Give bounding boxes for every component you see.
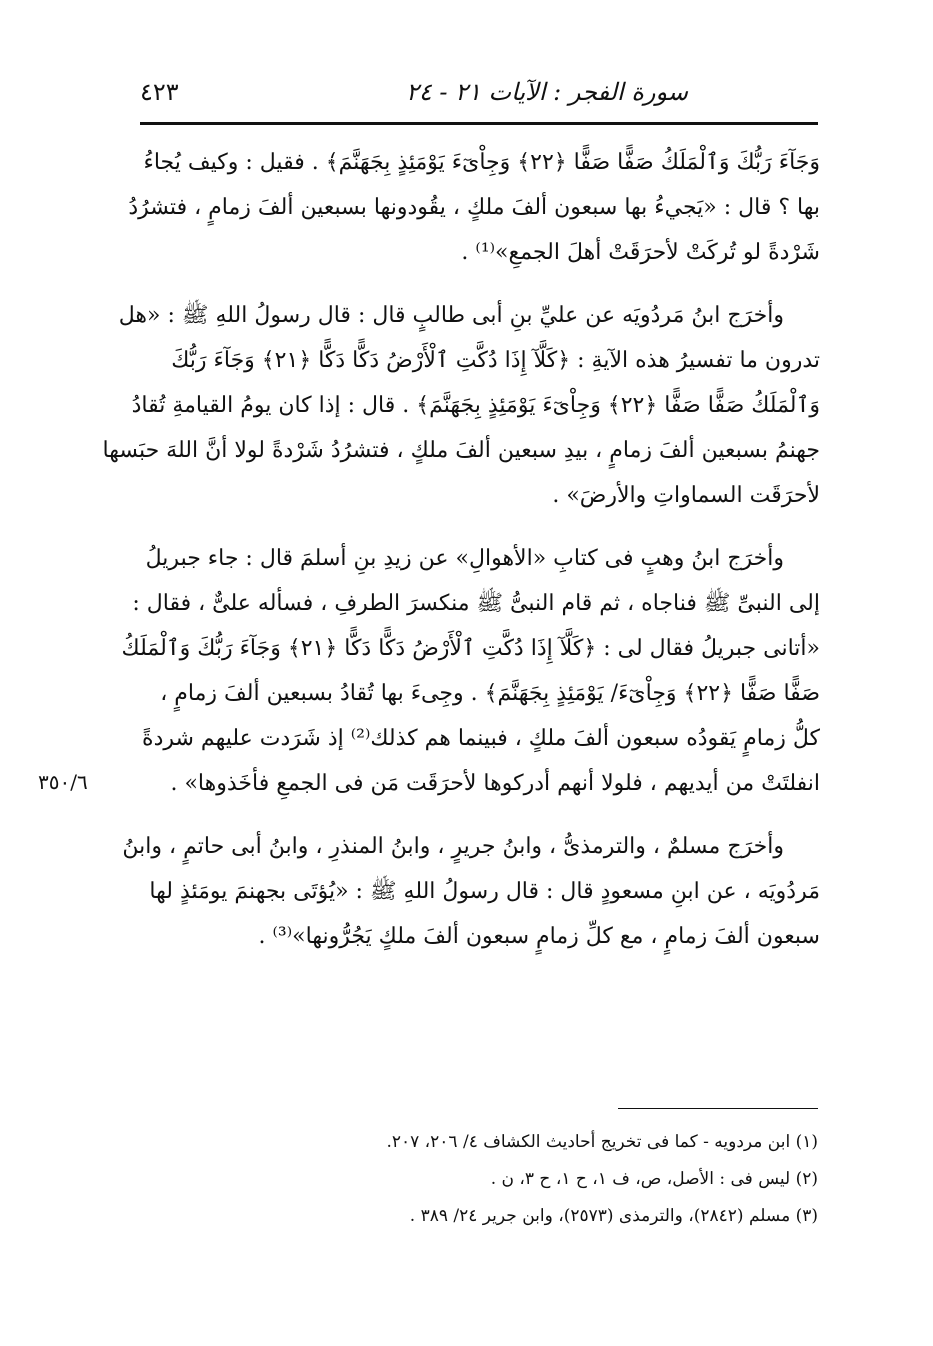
footnote-3: (٣) مسلم (٢٨٤٢)، والترمذى (٢٥٧٣)، وابن جرير ٢٤/ ٣٨٩ . — [409, 1206, 818, 1226]
text-line: تدرون ما تفسيرُ هذه الآيةِ : ﴿كَلَّآ إِذَا دُكَّتِ ٱلْأَرْضُ دَكًّا دَكًّا ﴿٢١﴾ وَجَآءَ رَبُّكَ — [171, 348, 820, 373]
text-line: صَفًّا صَفًّا ﴿٢٢﴾ وَجِاْىٓءَ/ يَوْمَئِذٍ بِجَهَنَّمَ﴾ . وجِىءَ بها تُقادُ بسبعين ألفَ زمامٍ ، — [160, 681, 820, 706]
footnote-1: (١) ابن مردويه - كما فى تخريج أحاديث الكشاف ٤/ ٢٠٦، ٢٠٧. — [386, 1132, 818, 1152]
footnotes — [140, 1124, 818, 1235]
text-line: لأحرَقَت السماواتِ والأرضَ» . — [552, 483, 820, 508]
text-line: انفلتَتْ من أيديهم ، فلولا أنهم أدركوها لأحرَقَت مَن فى الجمعِ فأخَذوها» . — [170, 771, 820, 796]
text-line: وَجَآءَ رَبُّكَ وَٱلْمَلَكُ صَفًّا صَفًّا ﴿٢٢﴾ وَجِاْىٓءَ يَوْمَئِذٍ بِجَهَنَّمَ﴾ . فقيل : وكيف يُجاءُ — [143, 150, 820, 175]
text-line: وأخرَج مسلمٌ ، والترمذىُّ ، وابنُ جريرٍ ، وابنُ المنذرِ ، وابنُ أبى حاتمٍ ، وابنُ — [122, 834, 784, 859]
paragraph-1 — [128, 140, 820, 275]
text-line: وَٱلْمَلَكُ صَفًّا صَفًّا ﴿٢٢﴾ وَجِاْىٓءَ يَوْمَئِذٍ بِجَهَنَّمَ﴾ . قال : إذا كان يومُ القيامةِ تُقادُ — [131, 393, 820, 418]
text-line: إلى النبىِّ ﷺ فناجاه ، ثم قام النبىُّ ﷺ منكسرَ الطرفِ ، فسأله علىٌّ ، فقال : — [132, 591, 820, 616]
footnote-rule — [618, 1108, 818, 1109]
text-line: مَردُويَه ، عن ابنِ مسعودٍ قال : قال رسولُ اللهِ ﷺ : «يُؤتَى بجهنمَ يومَئذٍ لها — [149, 879, 820, 904]
paragraph-2 — [102, 293, 820, 518]
page-header — [140, 78, 818, 118]
text-line: «أتانى جبريلُ فقال لى : ﴿كَلَّآ إِذَا دُكَّتِ ٱلْأَرْضُ دَكًّا دَكًّا ﴿٢١﴾ وَجَآءَ رَبُّكَ وَٱلْمَلَكُ — [121, 636, 820, 661]
header-rule — [140, 122, 818, 125]
text-line: وأخرَج ابنُ مَردُويَه عن عليِّ بنِ أبى طالبٍ قال : قال رسولُ اللهِ ﷺ : «هل — [118, 303, 784, 328]
text-line: سبعون ألفَ زمامٍ ، مع كلِّ زمامٍ سبعون ألفَ ملكٍ يَجُرُّونها»⁽³⁾ . — [258, 924, 820, 949]
page-number: ٤٢٣ — [140, 78, 179, 106]
text-line: كلُّ زمامٍ يَقودُه سبعون ألفَ ملكٍ ، فبينما هم كذلك⁽²⁾ إذ شَرَدت عليهم شردةً — [142, 726, 820, 751]
running-title: سورة الفجر : الآيات ٢١ - ٢٤ — [405, 78, 688, 106]
footnote-2: (٢) ليس فى : الأصل، ص، ف ١، ح ١، ح ٣، ن . — [490, 1169, 818, 1189]
text-line: وأخرَج ابنُ وهبٍ فى كتابِ «الأهوالِ» عن زيدِ بنِ أسلمَ قال : جاء جبريلُ — [145, 546, 784, 571]
paragraph-4 — [122, 824, 820, 959]
text-line: بها ؟ قال : «يَجيءُ بها سبعون ألفَ ملكٍ ، يقُودونها بسبعين ألفَ زمامٍ ، فتشرُدُ — [128, 195, 820, 220]
paragraph-3 — [121, 536, 820, 806]
text-line: جهنمُ بسبعين ألفَ زمامٍ ، بيدِ سبعين ألفَ ملكٍ ، فتشرُدُ شَرْدةً لولا أنَّ اللهَ حبَسها — [102, 438, 820, 463]
margin-reference: ٣٥٠/٦ — [38, 770, 88, 794]
main-text — [102, 140, 820, 977]
text-line: شَرْدةً لو تُركَتْ لأحرَقَتْ أهلَ الجمعِ»⁽¹⁾ . — [461, 240, 820, 265]
